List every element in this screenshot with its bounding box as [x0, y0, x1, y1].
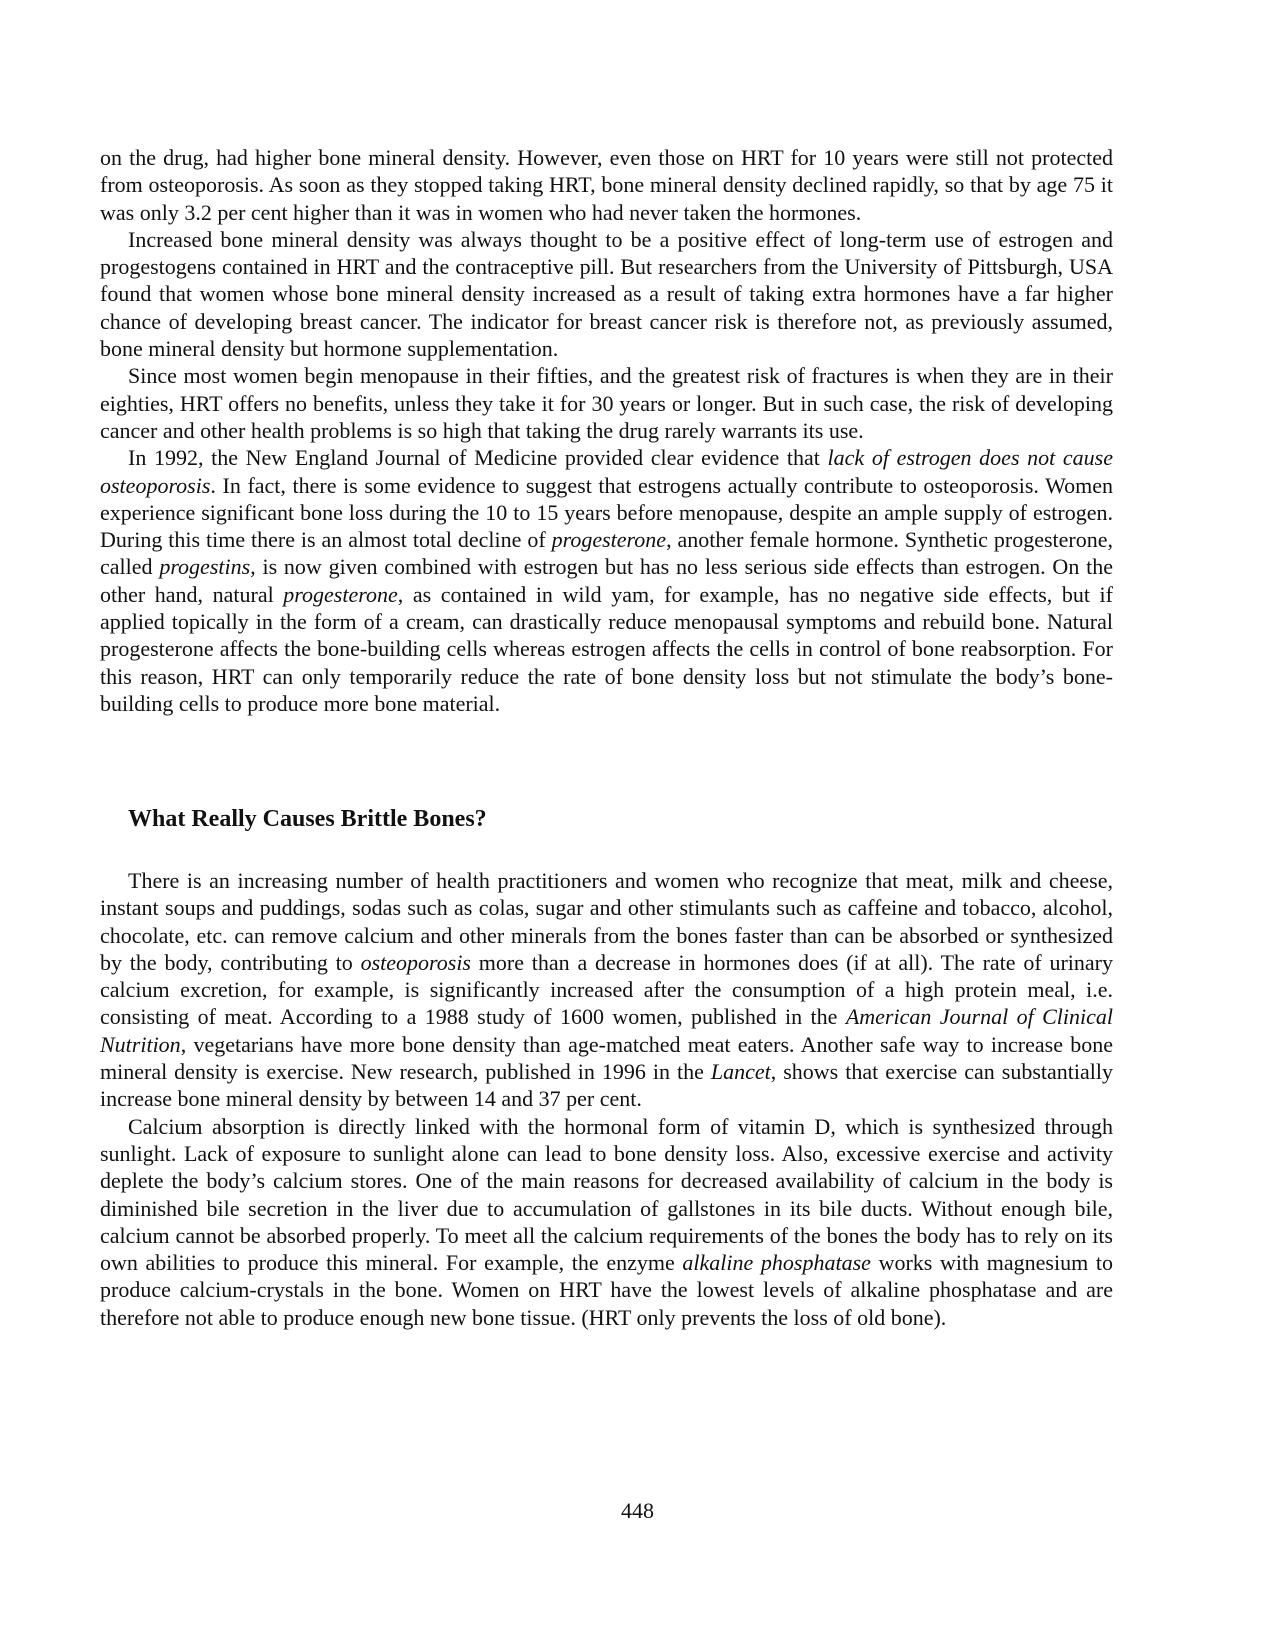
text-run: , shows that exercise can substantially increase bone mineral density by between 14 and 37 per cent. — [100, 1059, 1113, 1112]
italic-text: osteoporosis — [360, 949, 471, 975]
paragraph — [100, 867, 1113, 1113]
text-run: Increased bone mineral density was always thought to be a positive effect of long-term use of estrogen and progestogens contained in HRT and the contraceptive pill. But researchers from the University of Pittsburgh, USA found that women whose bone mineral density increased as a result of taking extra hormones have a far higher chance of developing breast cancer. The indicator for breast cancer risk is therefore not, as previously assumed, bone mineral density but hormone supplementation. — [100, 226, 1113, 362]
italic-text: progestins, — [159, 554, 256, 580]
text-run: Calcium absorption is directly linked with the hormonal form of vitamin D, which is synthesized through sunlight. Lack of exposure to sunlight alone can lead to bone density loss. Also, excessive exercise and activity deplete the body’s calcium stores. One of the main reasons for decreased availability of calcium in the body is diminished bile secretion in the liver due to accumulation of gallstones in its bile ducts. Without enough bile, calcium cannot be absorbed properly. To meet all the calcium requirements of the bones the body has to rely on its own abilities to produce this mineral. For example, the enzyme — [100, 1113, 1113, 1276]
body-section-1 — [100, 144, 1113, 717]
text-run: is now given combined with estrogen but has no less serious side effects than estrogen. On the other hand, natural — [100, 554, 1113, 607]
text-run: . In fact, there is some evidence to suggest that estrogens actually contribute to osteoporosis. Women experience significant bone loss during the 10 to 15 years before menopause, despite an ample supply of estrogen. During this time there is an almost total decline of — [100, 472, 1113, 553]
section-heading: What Really Causes Brittle Bones? — [128, 806, 487, 832]
text-run: works with magnesium to produce calcium-crystals in the bone. Women on HRT have the lowest levels of alkaline phosphatase and are therefore not able to produce enough new bone tissue. (HRT only prevents the loss of old bone). — [100, 1250, 1113, 1330]
italic-text: Lancet — [710, 1059, 771, 1085]
paragraph — [100, 1113, 1113, 1331]
italic-text: American Journal of Clinical Nutrition — [100, 1004, 1113, 1057]
paragraph — [100, 226, 1113, 362]
text-run: on the drug, had higher bone mineral density. However, even those on HRT for 10 years were still not protected from osteoporosis. As soon as they stopped taking HRT, bone mineral density declined rapidly, so that by age 75 it was only 3.2 per cent higher than it was in women who had never taken the hormones. — [100, 145, 1113, 225]
italic-text: progesterone — [283, 581, 398, 607]
italic-text: progesterone — [551, 527, 667, 553]
italic-text: lack of estrogen does not cause osteoporosis — [100, 445, 1113, 498]
text-run: , vegetarians have more bone density than age-matched meat eaters. Another safe way to increase bone mineral density is exercise. New research, published in 1996 in the — [100, 1031, 1113, 1085]
page-number: 448 — [621, 1498, 654, 1523]
paragraph — [100, 444, 1113, 717]
text-run: There is an increasing number of health practitioners and women who recognize that meat, milk and cheese, instant soups and puddings, sodas such as colas, sugar and other stimulants such as caffeine and tobacco, alcohol, chocolate, etc. can remove calcium and other minerals from the bones faster than can be absorbed or synthesized by the body, contributing to — [100, 868, 1113, 975]
text-run: Since most women begin menopause in their fifties, and the greatest risk of fractures is when they are in their eighties, HRT offers no benefits, unless they take it for 30 years or longer. But in such case, the risk of developing cancer and other health problems is so high that taking the drug rarely warrants its use. — [100, 363, 1113, 443]
text-run: , another female hormone. Synthetic progesterone, called — [100, 527, 1113, 580]
text-run: In 1992, the New England Journal of Medicine provided clear evidence that — [128, 445, 828, 471]
paragraph — [100, 144, 1113, 226]
text-run: more than a decrease in hormones does (if at all). The rate of urinary calcium excretion, for example, is significantly increased after the consumption of a high protein meal, i.e. consisting of meat. According to a 1988 study of 1600 women, published in the — [100, 949, 1113, 1030]
italic-text: alkaline phosphatase — [682, 1250, 871, 1276]
paragraph — [100, 362, 1113, 444]
text-run: , as contained in wild yam, for example, has no negative side effects, but if applied topically in the form of a cream, can drastically reduce menopausal symptoms and rebuild bone. Natural progesterone affects the bone-building cells whereas estrogen affects the cells in control of bone reabsorption. For this reason, HRT can only temporarily reduce the rate of bone density loss but not stimulate the body’s bone-building cells to produce more bone material. — [100, 581, 1113, 716]
body-section-2 — [100, 867, 1113, 1331]
